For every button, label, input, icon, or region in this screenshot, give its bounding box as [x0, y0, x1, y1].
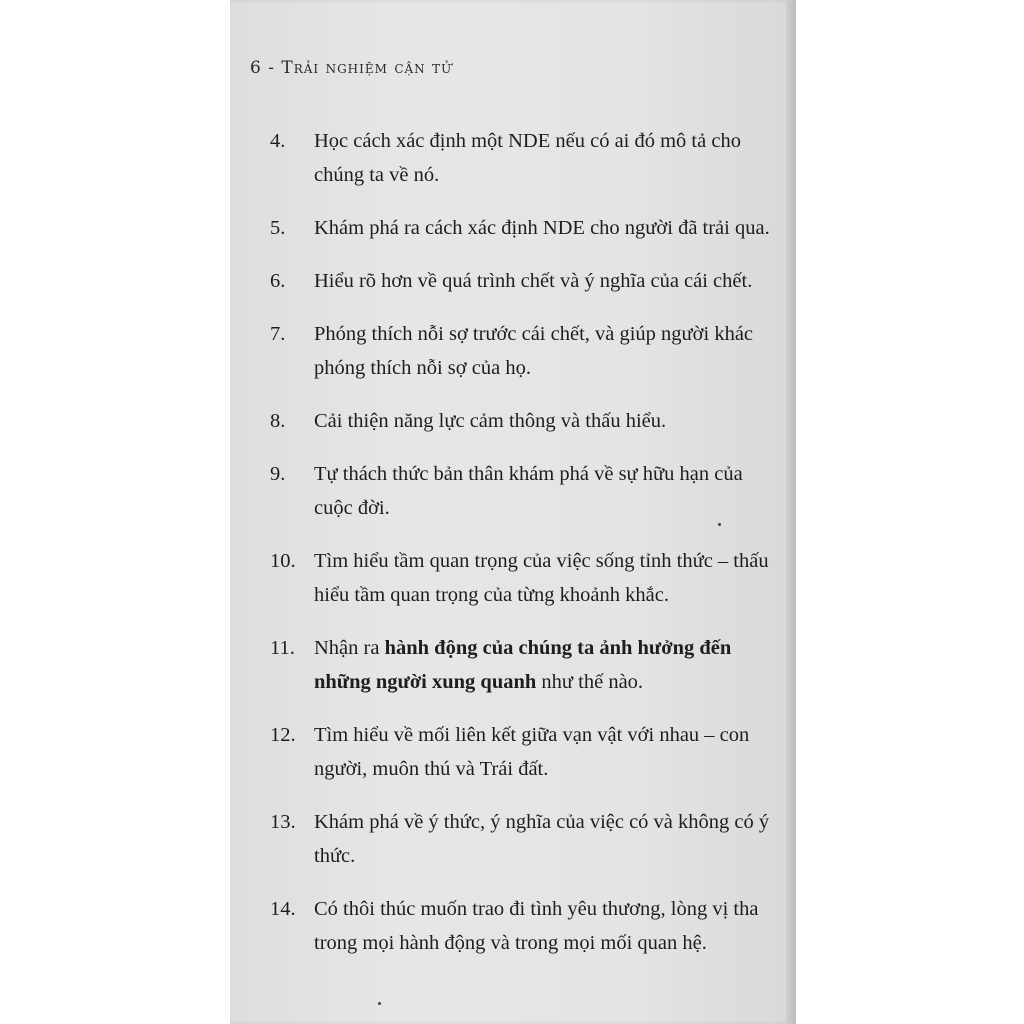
list-item: [270, 124, 780, 192]
list-item-text: Tự thách thức bản thân khám phá về sự hữu hạn của cuộc đời.: [314, 463, 743, 519]
header-separator: -: [261, 58, 282, 78]
list-item: [270, 457, 780, 525]
list-item-text: Có thôi thúc muốn trao đi tình yêu thương, lòng vị tha trong mọi hành động và trong mọi mối quan hệ.: [314, 898, 759, 954]
list-item: [270, 317, 780, 385]
list-item-text: Khám phá ra cách xác định NDE cho người đã trải qua.: [314, 217, 770, 239]
page-gutter: [786, 0, 796, 1024]
list-item-number: 4.: [270, 130, 286, 152]
list-item: [270, 544, 780, 612]
list-item-number: 13.: [270, 811, 296, 833]
list-item: [270, 264, 780, 298]
chapter-title: Trải nghiệm cận tử: [281, 58, 453, 78]
list-item-number: 11.: [270, 637, 295, 659]
running-header: [250, 58, 452, 78]
list-item-number: 12.: [270, 724, 296, 746]
list-item-number: 9.: [270, 463, 286, 485]
list-item-number: 8.: [270, 410, 286, 432]
list-item-number: 10.: [270, 550, 296, 572]
list-item: [270, 404, 780, 438]
list-item-text: Học cách xác định một NDE nếu có ai đó mô tả cho chúng ta về nó.: [314, 130, 741, 186]
list-item-text-end: như thế nào.: [536, 671, 644, 693]
list-item-text: [314, 631, 780, 699]
list-item: [270, 631, 780, 699]
list-item-number: 14.: [270, 898, 296, 920]
list-item-text: Tìm hiểu tầm quan trọng của việc sống tỉnh thức – thấu hiểu tầm quan trọng của từng khoảnh khắc.: [314, 550, 769, 606]
book-page: [230, 0, 796, 1024]
page-number: 6: [250, 58, 262, 78]
list-item-number: 6.: [270, 270, 286, 292]
list-item-number: 7.: [270, 323, 286, 345]
list-item-text-start: Nhận ra: [314, 637, 385, 659]
numbered-list: [270, 124, 780, 979]
list-item: [270, 892, 780, 960]
list-item: [270, 718, 780, 786]
list-item-text: Khám phá về ý thức, ý nghĩa của việc có và không có ý thức.: [314, 811, 770, 867]
list-item-text: Hiểu rõ hơn về quá trình chết và ý nghĩa của cái chết.: [314, 270, 753, 292]
paper-speck: [378, 1002, 381, 1005]
list-item-text: Phóng thích nỗi sợ trước cái chết, và giúp người khác phóng thích nỗi sợ của họ.: [314, 323, 754, 379]
list-item-text: Cải thiện năng lực cảm thông và thấu hiểu.: [314, 410, 667, 432]
list-item: [270, 211, 780, 245]
list-item: [270, 805, 780, 873]
list-item-text: Tìm hiểu về mối liên kết giữa vạn vật với nhau – con người, muôn thú và Trái đất.: [314, 724, 750, 780]
list-item-text-bold: hành động của chúng ta ảnh hưởng đến những người xung quanh: [314, 637, 732, 693]
list-item-number: 5.: [270, 217, 286, 239]
paper-speck: [718, 523, 721, 526]
